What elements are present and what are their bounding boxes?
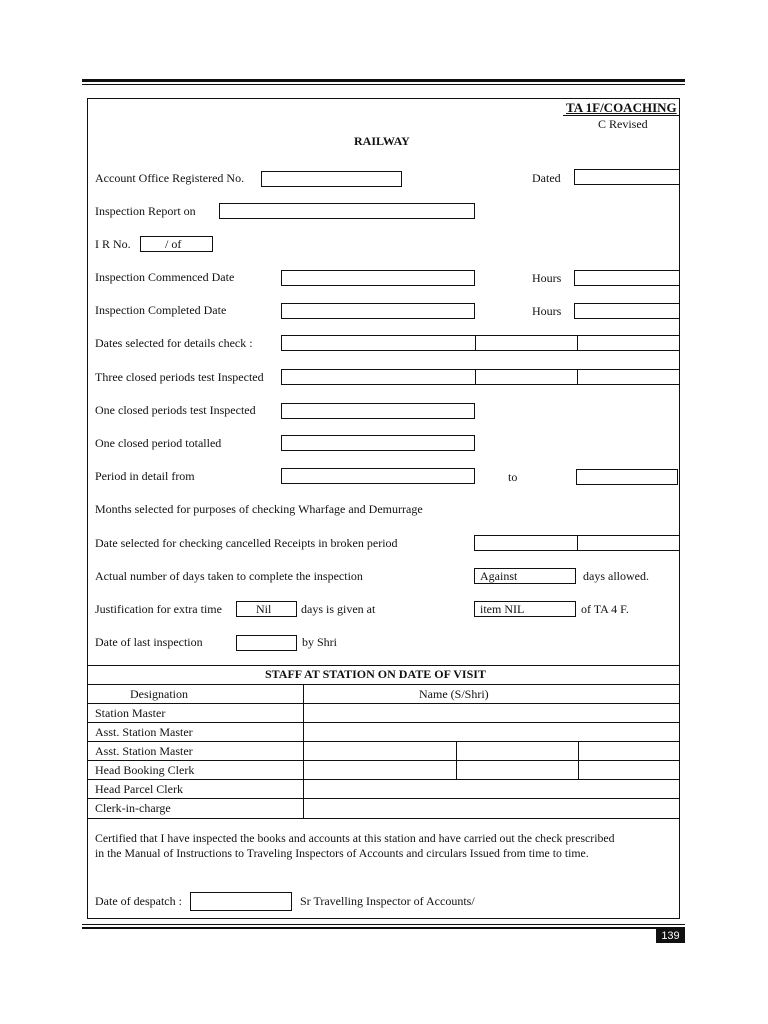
days-allowed-label: days allowed. (583, 569, 649, 583)
hours-field-2[interactable] (574, 303, 680, 319)
three-closed-field-3[interactable] (577, 369, 680, 385)
certification-line-2: in the Manual of Instructions to Traveling Inspectors of Accounts and circulars Issued from time to time. (95, 846, 589, 860)
staff-heading: STAFF AT STATION ON DATE OF VISIT (265, 667, 486, 681)
ir-no-label: I R No. (95, 237, 131, 251)
dates-selected-label: Dates selected for details check : (95, 336, 253, 350)
staff-rule-7 (87, 798, 680, 799)
staff-top-rule (87, 665, 680, 666)
certification-line-1: Certified that I have inspected the books and accounts at this station and have carried out the check prescribed (95, 831, 615, 845)
staff-rule-8 (87, 818, 680, 819)
despatch-field[interactable] (190, 892, 292, 911)
staff-row-label: Head Booking Clerk (95, 763, 195, 777)
of-ta-label: of TA 4 F. (581, 602, 629, 616)
top-rule-thin (82, 84, 685, 85)
one-closed-totalled-field[interactable] (281, 435, 475, 451)
inspection-report-label: Inspection Report on (95, 204, 196, 218)
completed-label: Inspection Completed Date (95, 303, 227, 317)
actual-days-label: Actual number of days taken to complete the inspection (95, 569, 363, 583)
days-given-label: days is given at (301, 602, 376, 616)
period-from-field[interactable] (281, 468, 475, 484)
period-to-field[interactable] (576, 469, 678, 485)
period-from-label: Period in detail from (95, 469, 195, 483)
form-code: TA 1F/COACHING (566, 100, 677, 115)
staff-rule-1 (87, 684, 680, 685)
cancelled-receipts-label: Date selected for checking cancelled Receipts in broken period (95, 536, 398, 550)
hours-label-2: Hours (532, 304, 562, 318)
dated-label: Dated (532, 171, 561, 185)
designation-header: Designation (130, 687, 188, 701)
cancelled-receipts-field-1[interactable] (474, 535, 578, 551)
top-rule-thick (82, 79, 685, 82)
page-number: 139 (656, 929, 685, 943)
staff-subcol-1 (456, 741, 457, 779)
staff-rule-5 (87, 760, 680, 761)
one-closed-inspected-field[interactable] (281, 403, 475, 419)
ir-no-field[interactable]: / of (140, 236, 213, 252)
staff-row-label: Clerk-in-charge (95, 801, 171, 815)
nil-field[interactable]: Nil (236, 601, 297, 617)
three-closed-label: Three closed periods test Inspected (95, 370, 264, 384)
form-title: RAILWAY (354, 134, 410, 148)
inspection-report-field[interactable] (219, 203, 475, 219)
hours-label-1: Hours (532, 271, 562, 285)
staff-col-divider (303, 684, 304, 818)
account-office-label: Account Office Registered No. (95, 171, 245, 185)
cancelled-receipts-field-2[interactable] (577, 535, 680, 551)
completed-field[interactable] (281, 303, 475, 319)
name-header: Name (S/Shri) (419, 687, 489, 701)
staff-row-label: Asst. Station Master (95, 725, 193, 739)
staff-row-label: Asst. Station Master (95, 744, 193, 758)
staff-row-label: Station Master (95, 706, 166, 720)
justification-label: Justification for extra time (95, 602, 222, 616)
three-closed-field-2[interactable] (475, 369, 578, 385)
by-shri-label: by Shri (302, 635, 338, 649)
three-closed-field-1[interactable] (281, 369, 476, 385)
dated-field[interactable] (574, 169, 680, 185)
last-inspection-label: Date of last inspection (95, 635, 203, 649)
commenced-label: Inspection Commenced Date (95, 270, 235, 284)
to-label: to (508, 470, 518, 484)
bottom-rule-thick (82, 927, 685, 929)
signatory-label: Sr Travelling Inspector of Accounts/ (300, 894, 475, 908)
staff-rule-3 (87, 722, 680, 723)
dates-selected-field-3[interactable] (577, 335, 680, 351)
account-office-field[interactable] (261, 171, 402, 187)
bottom-rule-thin (82, 924, 685, 925)
hours-field-1[interactable] (574, 270, 680, 286)
staff-rule-4 (87, 741, 680, 742)
commenced-field[interactable] (281, 270, 475, 286)
against-field[interactable]: Against (474, 568, 576, 584)
staff-rule-6 (87, 779, 680, 780)
one-closed-inspected-label: One closed periods test Inspected (95, 403, 256, 417)
one-closed-totalled-label: One closed period totalled (95, 436, 222, 450)
dates-selected-field-2[interactable] (475, 335, 578, 351)
form-revision: C Revised (598, 117, 648, 131)
months-selected-label: Months selected for purposes of checking Wharfage and Demurrage (95, 502, 423, 516)
dates-selected-field-1[interactable] (281, 335, 476, 351)
staff-rule-2 (87, 703, 680, 704)
despatch-label: Date of despatch : (95, 894, 182, 908)
item-field[interactable]: item NIL (474, 601, 576, 617)
last-inspection-field[interactable] (236, 635, 297, 651)
staff-row-label: Head Parcel Clerk (95, 782, 183, 796)
staff-subcol-2 (578, 741, 579, 779)
form-code-rule (563, 115, 680, 116)
